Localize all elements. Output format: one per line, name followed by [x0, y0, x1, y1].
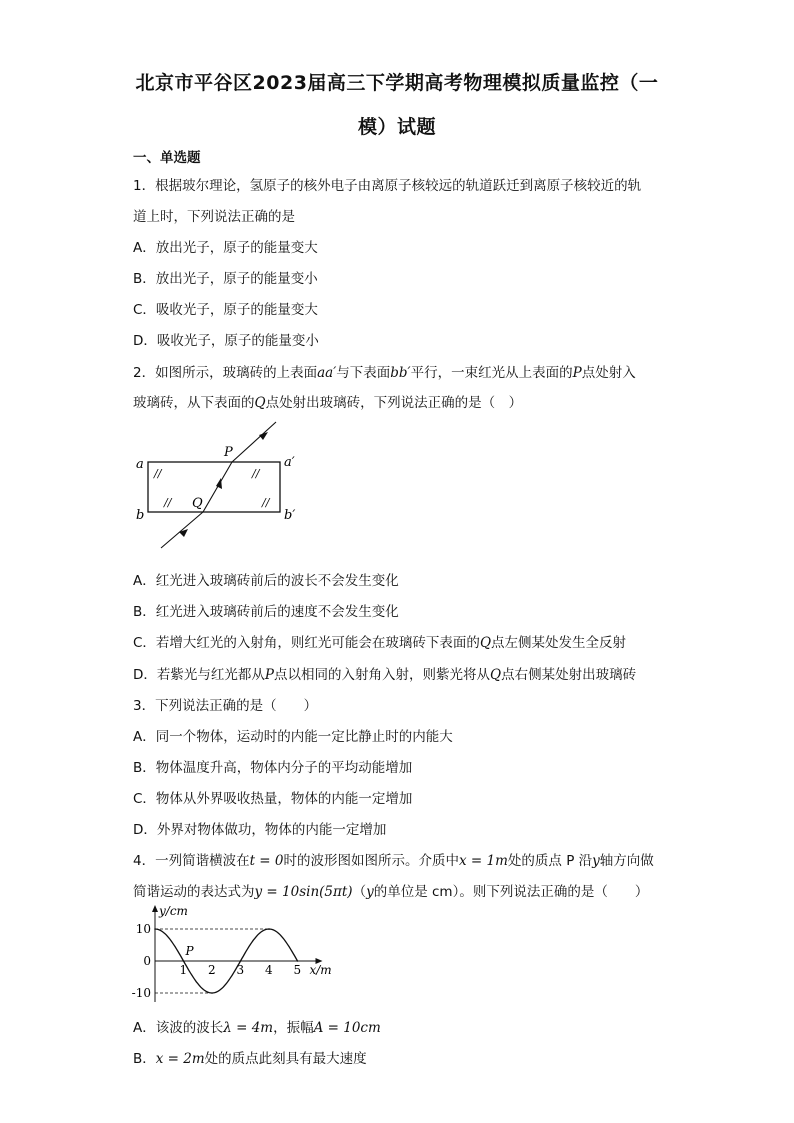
q1-option-b: B．放出光子，原子的能量变小: [133, 271, 318, 287]
point-P-label: P: [185, 944, 194, 958]
hatch-mark-4: //: [262, 496, 270, 509]
x-tick-label: 1: [179, 963, 188, 977]
wave-data-point: [154, 928, 156, 930]
label-Q: Q: [192, 496, 203, 511]
wave-data-point: [268, 928, 270, 930]
wave-chart: [128, 902, 358, 1006]
hatch-mark-1: //: [154, 467, 162, 480]
incident-ray: [232, 422, 276, 462]
x-tick-label: 5: [293, 963, 302, 977]
q2-option-b: B．红光进入玻璃砖前后的速度不会发生变化: [133, 604, 399, 620]
q2-stem-line-2: 玻璃砖，从下表面的Q点处射出玻璃砖，下列说法正确的是（ ）: [133, 395, 523, 411]
q1-option-d: D．吸收光子，原子的能量变小: [133, 333, 319, 349]
document-title-line-2: 模）试题: [357, 116, 436, 138]
y-axis-arrow: [152, 905, 158, 912]
hatch-mark-3: //: [164, 496, 172, 509]
label-b-prime: b′: [284, 508, 296, 523]
q3-stem: 3．下列说法正确的是（ ）: [133, 698, 318, 714]
q2-option-d: D．若紫光与红光都从P点以相同的入射角入射，则紫光将从Q点右侧某处射出玻璃砖: [133, 667, 637, 683]
q3-option-a: A．同一个物体，运动时的内能一定比静止时的内能大: [133, 729, 453, 745]
q1-option-c: C．吸收光子，原子的能量变大: [133, 302, 318, 318]
q2-stem-line-1: 2．如图所示，玻璃砖的上表面aa′与下表面bb′平行，一束红光从上表面的P点处射入: [133, 365, 636, 381]
refracted-ray: [203, 462, 232, 512]
wave-data-point: [211, 992, 213, 994]
y-tick-label: 10: [135, 922, 151, 936]
wave-data-point: [183, 960, 185, 962]
q3-option-d: D．外界对物体做功，物体的内能一定增加: [133, 822, 387, 838]
q1-stem-line-2: 道上时，下列说法正确的是: [133, 209, 295, 225]
label-a: a: [136, 457, 144, 472]
x-tick-label: 3: [236, 963, 245, 977]
q4-stem-line-1: 4．一列简谐横波在t = 0时的波形图如图所示。介质中x = 1m处的质点 P 沿y轴方向做: [133, 853, 654, 869]
wave-data-point: [240, 960, 242, 962]
section-heading: 一、单选题: [133, 150, 201, 166]
wave-data-point: [297, 960, 299, 962]
q2-option-c: C．若增大红光的入射角，则红光可能会在玻璃砖下表面的Q点左侧某处发生全反射: [133, 635, 627, 651]
q1-stem-line-1: 1．根据玻尔理论，氢原子的核外电子由离原子核较远的轨道跃迁到离原子核较近的轨: [133, 178, 642, 194]
q2-option-a: A．红光进入玻璃砖前后的波长不会发生变化: [133, 573, 399, 589]
q3-option-c: C．物体从外界吸收热量，物体的内能一定增加: [133, 791, 413, 807]
label-a-prime: a′: [284, 455, 295, 470]
emergent-arrow: [179, 529, 188, 537]
y-axis-label: y/cm: [159, 904, 188, 918]
emergent-ray: [161, 512, 203, 548]
hatch-mark-2: //: [252, 467, 260, 480]
x-tick-label: 2: [208, 963, 216, 977]
y-tick-label: -10: [131, 986, 151, 1000]
q4-option-a: A．该波的波长λ = 4m，振幅A = 10cm: [133, 1020, 381, 1036]
y-tick-label: 0: [143, 954, 151, 968]
label-b: b: [136, 508, 145, 523]
q4-option-b: B．x = 2m处的质点此刻具有最大速度: [133, 1051, 367, 1067]
q3-option-b: B．物体温度升高，物体内分子的平均动能增加: [133, 760, 413, 776]
x-axis-label: x/m: [309, 963, 332, 977]
q4-stem-line-2: 简谐运动的表达式为y = 10sin(5πt)（y的单位是 cm）。则下列说法正确的是（ ）: [133, 884, 649, 900]
glass-brick-figure: [128, 420, 308, 555]
label-P: P: [224, 445, 233, 460]
document-title-line-1: 北京市平谷区2023届高三下学期高考物理模拟质量监控（一: [135, 72, 659, 94]
x-tick-label: 4: [265, 963, 273, 977]
q1-option-a: A．放出光子，原子的能量变大: [133, 240, 318, 256]
